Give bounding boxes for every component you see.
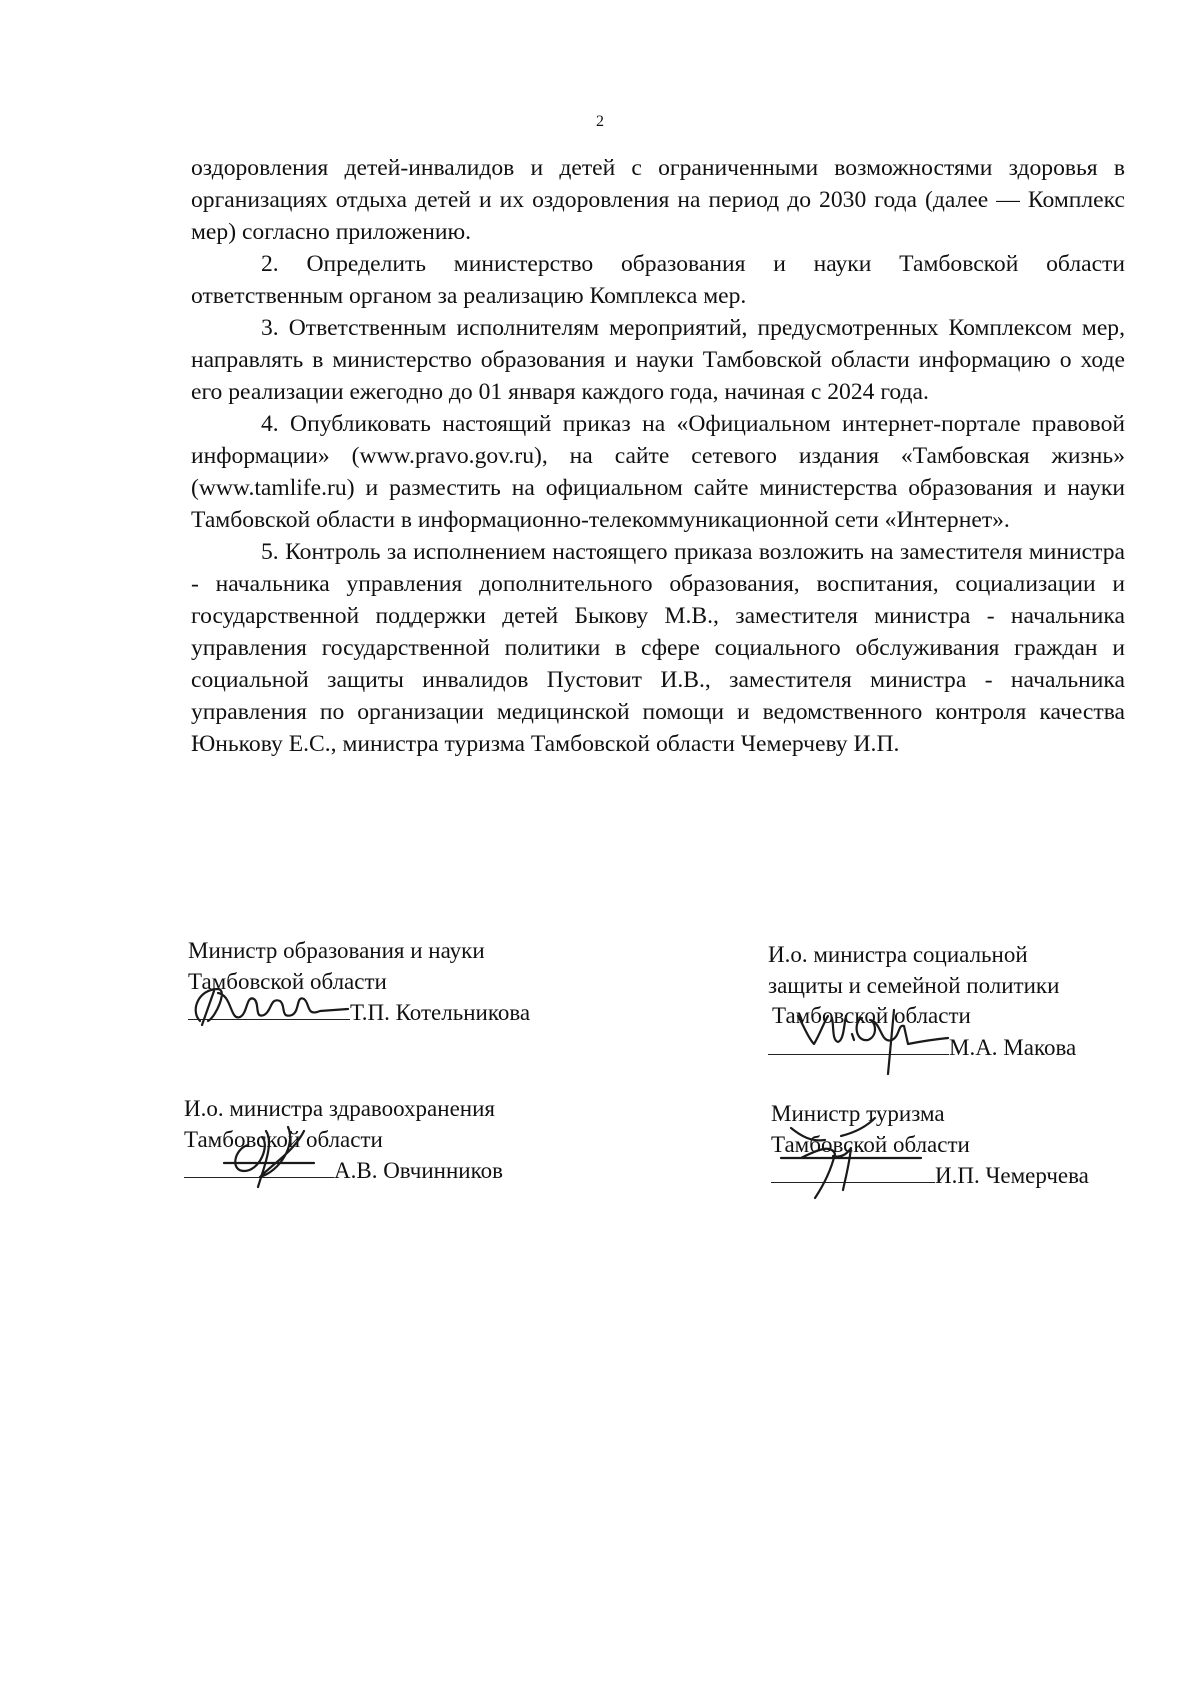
handwritten-signature	[204, 1115, 334, 1195]
signature-block-tourism	[771, 1099, 1089, 1192]
signer-title-line: защиты и семейной политики	[768, 972, 1060, 998]
signer-title-line: Тамбовской области	[771, 1131, 970, 1157]
handwritten-signature	[771, 1114, 931, 1214]
paragraph-4: 4. Опубликовать настоящий приказ на «Официальном интернет-портале правовой информации» (www.pravo.gov.ru), на сайте сетевого издания «Тамбовская жизнь» (www.tamlife.ru) и разместить на официальном сайте министерства образования и науки Тамбовской области в информационно-телекоммуникационной сети «Интернет».	[191, 411, 1125, 533]
paragraph-5: 5. Контроль за исполнением настоящего приказа возложить на заместителя министра - начальника управления дополнительного образования, воспитания, социализации и государственной поддержки детей Быкову М.В., заместителя министра - начальника управления государственной политики в сфере социального обслуживания граждан и социальной защиты инвалидов Пустовит И.В., заместителя министра - начальника управления по организации медицинской помощи и ведомственного контроля качества Юнькову Е.С., министра туризма Тамбовской области Чемерчеву И.П.	[191, 539, 1125, 757]
signer-name: Т.П. Котельникова	[350, 1000, 531, 1025]
signer-title-line: Тамбовской области	[184, 1126, 383, 1152]
signature-block-education	[188, 936, 530, 1029]
signer-name: А.В. Овчинников	[334, 1158, 503, 1183]
signature-block-health	[184, 1094, 503, 1187]
signer-title-line: Тамбовской области	[188, 968, 387, 994]
order-body	[191, 152, 1125, 760]
signer-title-line: Министр туризма	[771, 1101, 945, 1126]
signer-name: И.П. Чемерчева	[935, 1163, 1089, 1188]
paragraph-continuation: оздоровления детей-инвалидов и детей с ограниченными возможностями здоровья в организациях отдыха детей и их оздоровления на период до 2030 года (далее — Комплекс мер) согласно приложению.	[191, 155, 1125, 245]
paragraph-3: 3. Ответственным исполнителям мероприятий, предусмотренных Комплексом мер, направлять в министерство образования и науки Тамбовской области информацию о ходе его реализации ежегодно до 01 января каждого года, начиная с 2024 года.	[191, 315, 1125, 405]
signer-name: М.А. Макова	[949, 1034, 1077, 1060]
handwritten-signature	[188, 981, 368, 1031]
signer-title-line: Министр образования и науки	[188, 938, 485, 963]
signature-block-social	[768, 940, 1076, 1063]
signer-title-line: Тамбовской области	[772, 1003, 971, 1028]
page-number: 2	[596, 113, 604, 130]
paragraph-2: 2. Определить министерство образования и науки Тамбовской области ответственным органом за реализацию Комплекса мер.	[191, 251, 1125, 309]
signer-title-line: И.о. министра здравоохранения	[184, 1096, 495, 1121]
signer-title-line: И.о. министра социальной	[768, 942, 1028, 967]
handwritten-signature	[788, 1004, 968, 1074]
